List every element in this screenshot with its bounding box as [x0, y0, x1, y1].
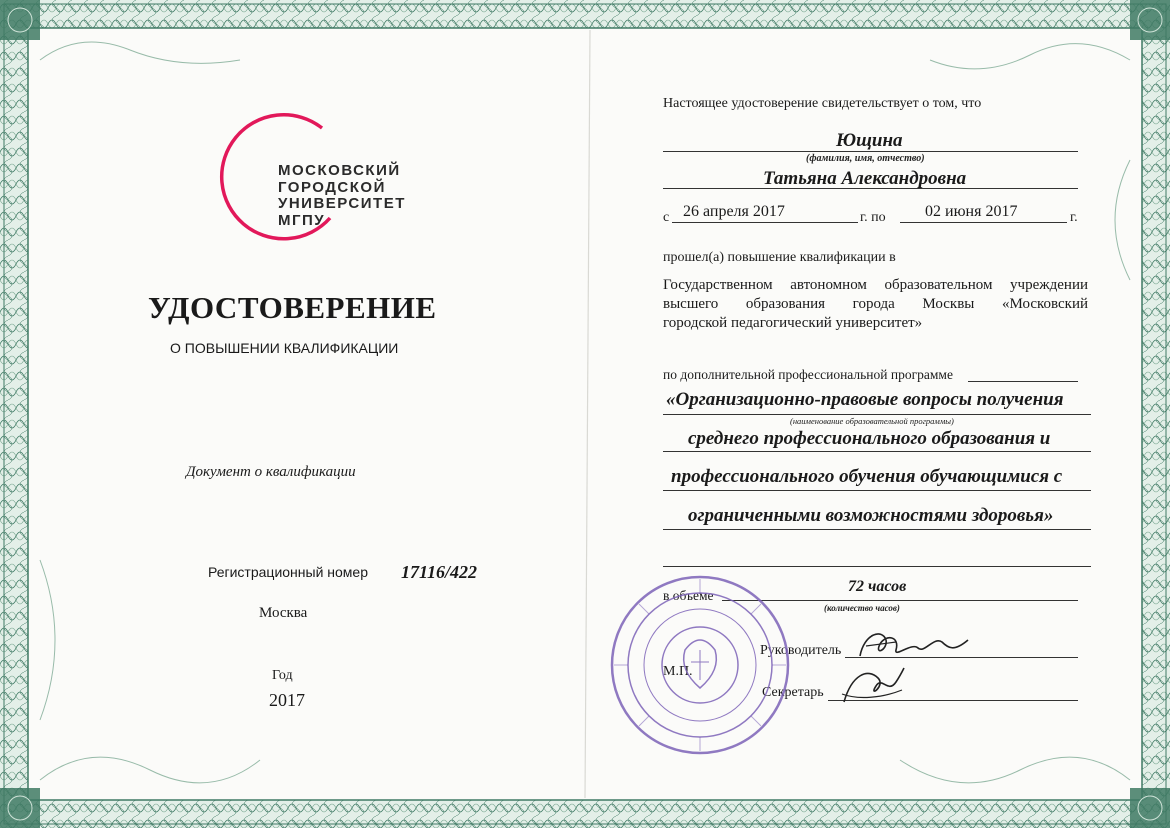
- program-underline: [663, 566, 1091, 567]
- university-logo: [278, 163, 406, 229]
- program-underline: [663, 529, 1091, 530]
- surname: Ющина: [836, 130, 903, 151]
- reg-number-label: Регистрационный номер: [208, 564, 368, 580]
- passed-text: прошел(а) повышение квалификации в: [663, 250, 896, 265]
- official-seal: [605, 570, 795, 760]
- date-from: 26 апреля 2017: [683, 203, 785, 220]
- reg-number: 17116/422: [401, 562, 478, 582]
- logo-line: УНИВЕРСИТЕТ: [278, 195, 406, 212]
- seal-label: М.П.: [663, 664, 693, 679]
- institution: [663, 276, 1088, 333]
- fio-caption: (фамилия, имя, отчество): [806, 153, 925, 164]
- program-line: ограниченными возможностями здоровья»: [688, 505, 1054, 526]
- date-separator: г. по: [860, 210, 886, 225]
- surname-line: [663, 151, 1078, 152]
- date-to-line: [900, 222, 1067, 223]
- program-underline: [663, 414, 1091, 415]
- logo-line: МГПУ: [278, 211, 326, 229]
- program-caption: (наименование образовательной программы): [790, 416, 954, 426]
- hours-caption: (количество часов): [824, 603, 900, 613]
- date-to: 02 июня 2017: [925, 203, 1018, 220]
- document-type: Документ о квалификации: [186, 464, 356, 480]
- from-label: с: [663, 210, 670, 225]
- program-line: профессионального обучения обучающимися с: [671, 466, 1063, 487]
- given-name: Татьяна Александровна: [763, 168, 967, 189]
- document-subtitle: О ПОВЫШЕНИИ КВАЛИФИКАЦИИ: [170, 340, 399, 356]
- head-label: Руководитель: [760, 643, 842, 658]
- year-label: Год: [272, 668, 293, 683]
- head-signature: [852, 622, 982, 668]
- date-from-line: [672, 222, 858, 223]
- program-label-line: [968, 381, 1078, 382]
- document-title: УДОСТОВЕРЕНИЕ: [148, 290, 437, 325]
- institution-line: городской педагогический университет»: [663, 315, 923, 331]
- secretary-label: Секретарь: [762, 685, 824, 700]
- volume-label: в объеме: [663, 588, 714, 603]
- hours: 72 часов: [848, 578, 907, 595]
- name-line: [663, 188, 1078, 189]
- program-line: «Организационно-правовые вопросы получения: [666, 389, 1064, 410]
- program-underline: [663, 490, 1091, 491]
- program-line: среднего профессионального образования и: [688, 428, 1051, 449]
- institution-line: высшего образования города Москвы «Московский: [663, 296, 1088, 312]
- logo-line: ГОРОДСКОЙ: [278, 178, 386, 196]
- institution-line: Государственном автономном образовательном учреждении: [663, 277, 1088, 293]
- logo-line: МОСКОВСКИЙ: [278, 162, 401, 179]
- year: 2017: [269, 690, 305, 710]
- program-underline: [663, 451, 1091, 452]
- secretary-signature: [838, 664, 908, 708]
- city: Москва: [259, 605, 308, 621]
- year-suffix: г.: [1070, 210, 1078, 225]
- program-label: по дополнительной профессиональной программе: [663, 367, 953, 382]
- intro-text: Настоящее удостоверение свидетельствует о том, что: [663, 96, 982, 111]
